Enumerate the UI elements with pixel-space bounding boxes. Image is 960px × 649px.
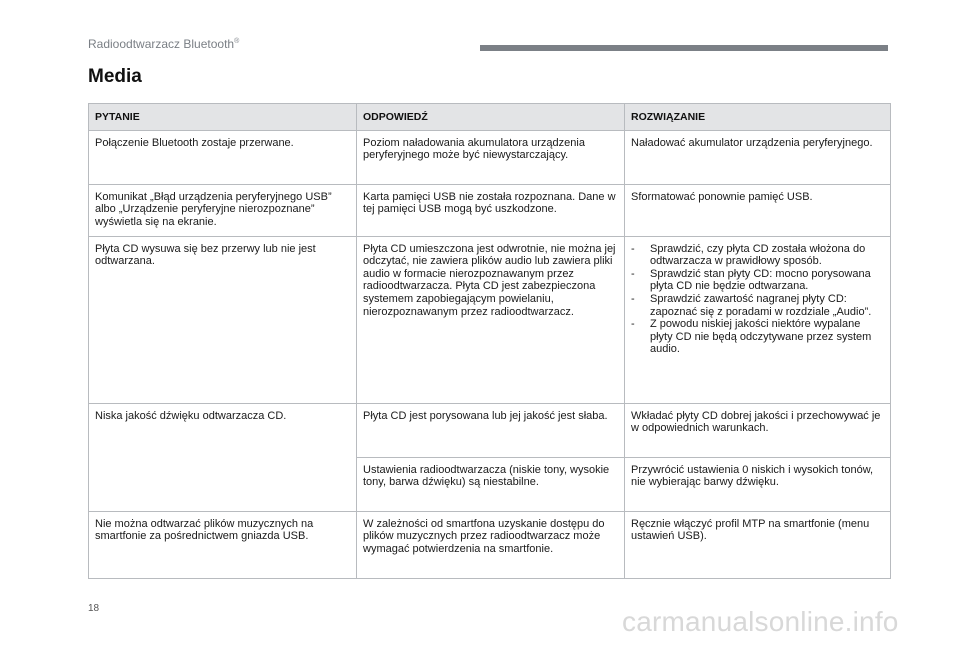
question-cell: Płyta CD wysuwa się bez przerwy lub nie jest odtwarzana. (89, 236, 357, 403)
table-row (89, 130, 891, 184)
troubleshooting-table (88, 103, 891, 579)
table-header-row (89, 104, 891, 131)
list-item: - Z powodu niskiej jakości niektóre wypalane płyty CD nie będą odczytywane przez system audio. (631, 318, 872, 356)
column-header-question: PYTANIE (89, 104, 357, 131)
question-cell: Komunikat „Błąd urządzenia peryferyjnego USB” albo „Urządzenie peryferyjne nierozpoznane” wyświetla się na ekranie. (89, 184, 357, 236)
table-row (89, 511, 891, 578)
question-cell: Niska jakość dźwięku odtwarzacza CD. (89, 403, 357, 511)
page-number: 18 (88, 603, 100, 614)
solution-cell: Ręcznie włączyć profil MTP na smartfonie (menu ustawień USB). (625, 511, 891, 578)
table-row (89, 403, 891, 457)
list-item: - Sprawdzić stan płyty CD: mocno porysowana płyta CD nie będzie odtwarzana. (631, 267, 871, 293)
question-cell: Połączenie Bluetooth zostaje przerwane. (89, 130, 357, 184)
column-header-solution: ROZWIĄZANIE (625, 104, 891, 131)
watermark: carmanualsonline.info (622, 606, 899, 637)
solution-list (631, 243, 884, 356)
chapter-title: Radioodtwarzacz Bluetooth® (88, 37, 240, 51)
answer-cell: Płyta CD umieszczona jest odwrotnie, nie można jej odczytać, nie zawiera plików audio lub zawiera pliki audio w formacie nierozpoznawanym przez radioodtwarzacza. Płyta CD jest zabezpieczona systemem zapobiegającym powielaniu, nierozpoznawanym przez radioodtwarzacz. (357, 236, 625, 403)
answer-cell: Ustawienia radioodtwarzacza (niskie tony, wysokie tony, barwa dźwięku) są niestabilne. (357, 457, 625, 511)
answer-cell: Płyta CD jest porysowana lub jej jakość jest słaba. (357, 403, 625, 457)
table-row (89, 184, 891, 236)
column-header-answer: ODPOWIEDŹ (357, 104, 625, 131)
question-cell: Nie można odtwarzać plików muzycznych na smartfonie za pośrednictwem gniazda USB. (89, 511, 357, 578)
answer-cell: Karta pamięci USB nie została rozpoznana. Dane w tej pamięci USB mogą być uszkodzone. (357, 184, 625, 236)
solution-cell: Sformatować ponownie pamięć USB. (625, 184, 891, 236)
solution-cell (625, 236, 891, 403)
header-bar (480, 45, 888, 51)
solution-cell: Naładować akumulator urządzenia peryferyjnego. (625, 130, 891, 184)
answer-cell: Poziom naładowania akumulatora urządzenia peryferyjnego może być niewystarczający. (357, 130, 625, 184)
list-item: - Sprawdzić zawartość nagranej płyty CD: zapoznać się z poradami w rozdziale „Audio”. (631, 292, 872, 318)
section-title: Media (88, 66, 142, 87)
solution-cell: Przywrócić ustawienia 0 niskich i wysokich tonów, nie wybierając barwy dźwięku. (625, 457, 891, 511)
solution-cell: Wkładać płyty CD dobrej jakości i przechowywać je w odpowiednich warunkach. (625, 403, 891, 457)
table-row (89, 236, 891, 403)
list-item: - Sprawdzić, czy płyta CD została włożona do odtwarzacza w prawidłowy sposób. (631, 242, 866, 268)
answer-cell: W zależności od smartfona uzyskanie dostępu do plików muzycznych przez radioodtwarzacz może wymagać potwierdzenia na smartfonie. (357, 511, 625, 578)
